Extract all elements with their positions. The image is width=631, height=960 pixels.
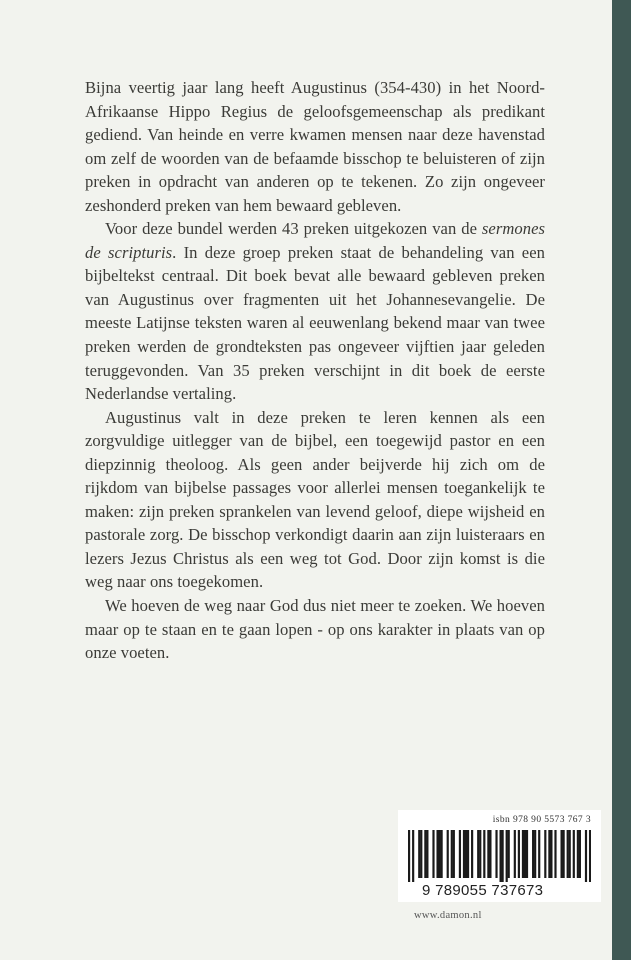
blurb-paragraph-4: We hoeven de weg naar God dus niet meer te zoeken. We hoeven maar op te staan en te gaan lopen - op ons karakter in plaats van op onze voeten. [85, 596, 545, 663]
publisher-website: www.damon.nl [414, 910, 482, 921]
blurb-paragraph-1: Bijna veertig jaar lang heeft Augustinus (354-430) in het Noord-Afrikaanse Hippo Regius de geloofsgemeenschap als predikant gediend. Van heinde en verre kwamen mensen naar deze havenstad om zelf de woorden van de befaamde bisschop te beluisteren of zijn preken in opdracht van anderen op te tekenen. Zo zijn ongeveer zeshonderd preken van hem bewaard gebleven. [85, 78, 545, 215]
blurb-paragraph-2 [85, 217, 545, 405]
spine-stripe [612, 0, 631, 960]
barcode-label [398, 810, 601, 902]
paragraph-2-start: Voor deze bundel werden 43 preken uitgekozen van de [105, 219, 482, 239]
blurb-text [85, 76, 545, 665]
blurb-paragraph-3: Augustinus valt in deze preken te leren kennen als een zorgvuldige uitlegger van de bijbel, een toegewijd pastor en een diepzinnig theoloog. Als geen ander beijverde hij zich om de rijkdom van bijbelse passages voor allerlei mensen toegankelijk te maken: zijn preken sprankelen van levend geloof, diepe wijsheid en pastorale zorg. De bisschop verkondigt daarin aan zijn luisteraars en lezers Jezus Christus als een weg tot God. Door zijn komst is die weg naar ons toegekomen. [85, 407, 545, 592]
latin-title: sermones de scripturis [85, 219, 545, 262]
barcode-bars [408, 830, 591, 882]
isbn-number: isbn 978 90 5573 767 3 [492, 815, 591, 825]
barcode-digits: 9 789055 737673 [422, 882, 544, 899]
paragraph-2-end: . In deze groep preken staat de behandeling van een bijbeltekst centraal. Dit boek bevat alle bewaard gebleven preken van Augustinus over fragmenten uit het Johannesevangelie. De meeste Latijnse teksten waren al eeuwenlang bekend maar van twee preken werden de grondteksten pas ongeveer vijftien jaar geleden teruggevonden. Van 35 preken verschijnt in dit boek de eerste Nederlandse vertaling. [85, 242, 545, 404]
